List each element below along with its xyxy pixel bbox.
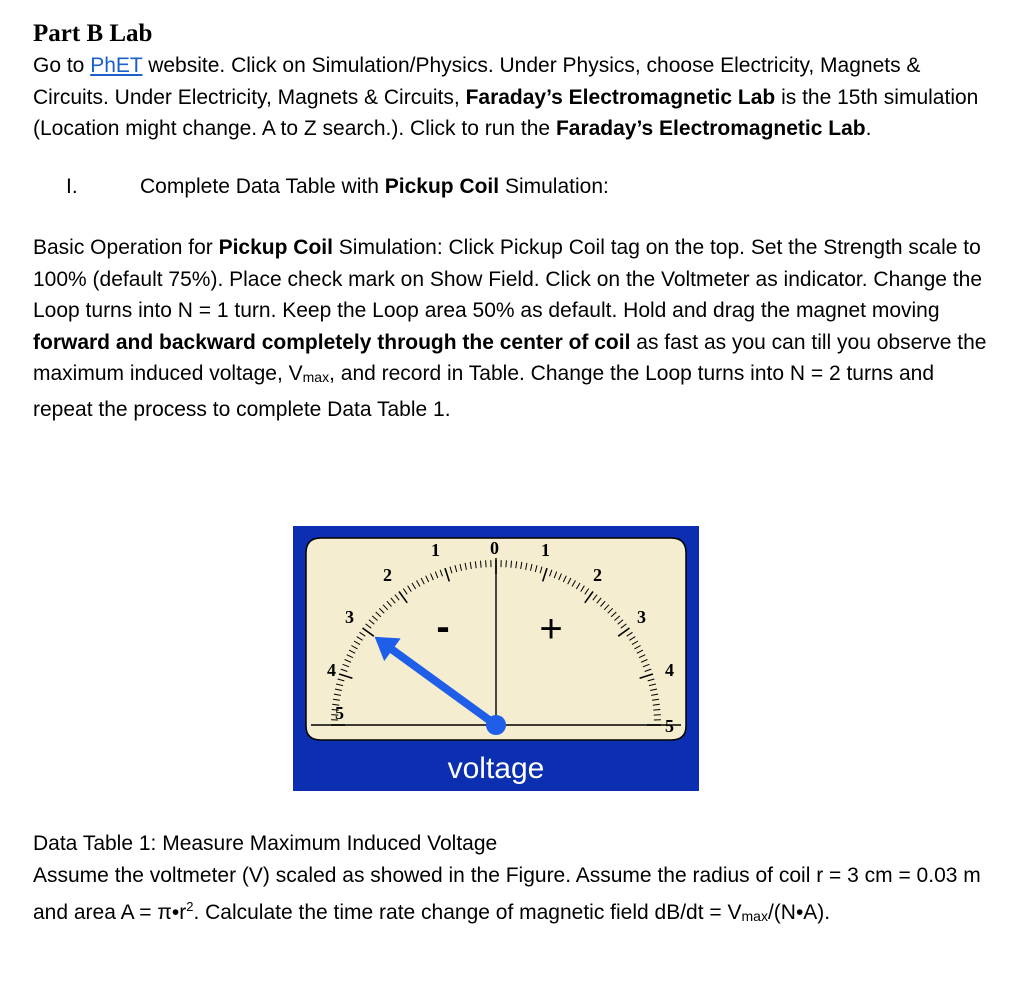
scale-right-3: 3 <box>637 607 646 627</box>
table-subscript: max <box>741 908 768 924</box>
document-page <box>33 18 993 425</box>
scale-left-2: 2 <box>383 565 392 585</box>
plus-sign: + <box>539 607 563 651</box>
voltmeter-figure <box>293 526 699 791</box>
phet-link[interactable]: PhET <box>90 54 143 77</box>
intro-paragraph <box>33 50 993 145</box>
scale-tick <box>511 561 512 568</box>
scale-right-4: 4 <box>665 660 674 680</box>
table-superscript: 2 <box>186 899 194 914</box>
data-table-section <box>33 828 993 933</box>
basic-bold-1: Pickup Coil <box>218 236 333 259</box>
table-text-3: /(N•A). <box>767 901 831 924</box>
scale-tick <box>486 560 487 567</box>
scale-tick <box>653 710 660 711</box>
basic-text-4: , and record in Table. Change the Loop turns into N = 2 turns and repeat the process to complete Data Table 1. <box>33 362 935 421</box>
intro-text-1: Go to <box>33 54 91 77</box>
section-numeral: I. <box>66 174 78 198</box>
scale-zero: 0 <box>490 538 499 558</box>
basic-text-2: Simulation: Click Pickup Coil tag on the top. Set the Strength scale to 100% (default 75%). Place check mark on Show Field. Click on the Voltmeter as indicator. Change the Loop turns into N = 1 turn. Keep the Loop area 50% as default. Hold and drag the magnet moving <box>33 236 982 322</box>
voltmeter-svg <box>293 526 699 791</box>
scale-right-2: 2 <box>593 565 602 585</box>
section-bold: Pickup Coil <box>384 174 500 198</box>
scale-left-3: 3 <box>345 607 354 627</box>
intro-text-2: website. Click on Simulation/Physics. Under Physics, choose Electricity, Magnets & Circuits. Under Electricity, Magnets & Circuits, <box>33 54 921 109</box>
intro-text-4: . <box>865 117 872 140</box>
scale-tick <box>481 561 482 568</box>
basic-text-1: Basic Operation for <box>33 236 219 259</box>
section-text: Complete Data Table with <box>140 174 385 198</box>
voltage-label: voltage <box>447 752 545 785</box>
scale-tick <box>506 560 507 567</box>
scale-left-5: 5 <box>335 703 344 723</box>
intro-bold-1: Faraday’s Electromagnetic Lab <box>465 85 776 109</box>
basic-bold-2: forward and backward completely through the center of coil <box>33 330 631 354</box>
basic-text-3: as fast as you can till you observe the maximum induced voltage, V <box>33 330 987 385</box>
scale-right-1: 1 <box>541 540 550 560</box>
scale-left-1: 1 <box>431 540 440 560</box>
minus-sign: - <box>436 605 450 649</box>
section-text-2: Simulation: <box>499 174 609 198</box>
data-table-instructions <box>33 860 993 933</box>
basic-operation-paragraph <box>33 232 993 425</box>
table-text-2: . Calculate the time rate change of magnetic field dB/dt = V <box>193 901 742 924</box>
intro-bold-2: Faraday’s Electromagnetic Lab <box>555 117 866 140</box>
part-heading: Part B Lab <box>33 20 153 47</box>
section-heading <box>33 171 993 203</box>
intro-text-3: is the 15th simulation (Location might change. A to Z search.). Click to run the <box>33 85 979 140</box>
basic-subscript: max <box>302 369 330 385</box>
scale-tick <box>654 715 661 716</box>
data-table-title: Data Table 1: Measure Maximum Induced Voltage <box>33 832 498 855</box>
scale-right-5: 5 <box>665 716 674 736</box>
scale-left-4: 4 <box>327 660 336 680</box>
table-text-1: Assume the voltmeter (V) scaled as showed in the Figure. Assume the radius of coil r = 3 cm = 0.03 m and area A = π•r <box>33 863 981 924</box>
needle-pivot <box>486 715 506 735</box>
